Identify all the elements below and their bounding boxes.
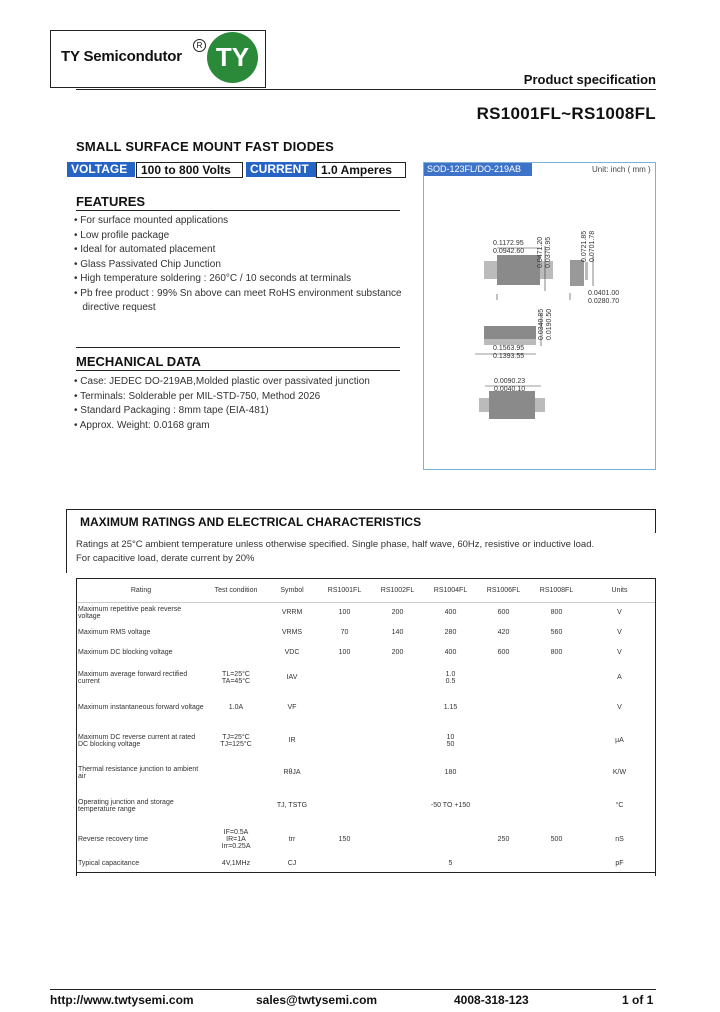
table-cell-unit: V bbox=[617, 629, 622, 636]
table-row bbox=[76, 723, 656, 759]
dim-label: 0.0280.70 bbox=[588, 298, 620, 305]
table-cell-sym: VF bbox=[287, 704, 297, 711]
table-cell-v1: 100 bbox=[338, 609, 351, 617]
table-cell-v4 bbox=[477, 693, 530, 723]
table-cell-unit: V bbox=[617, 704, 622, 711]
mechanical-list bbox=[74, 376, 414, 434]
logo-mark bbox=[207, 32, 258, 83]
table-row bbox=[76, 825, 656, 855]
table-row bbox=[76, 603, 656, 623]
table-cell-v2 bbox=[371, 693, 424, 723]
table-right-border bbox=[655, 578, 656, 876]
header-cell: Rating bbox=[130, 587, 152, 594]
footer-rule bbox=[50, 989, 656, 990]
table-cell-unit: °C bbox=[615, 802, 624, 809]
table-cell-cond: IF=0.5A IR=1A Irr=0.25A bbox=[221, 829, 251, 850]
table-cell-v1 bbox=[318, 693, 371, 723]
table-cell-v5: 800 bbox=[550, 609, 563, 617]
dim-label: 0.0401.00 bbox=[588, 290, 620, 297]
dim-label: 0.0340.85 bbox=[538, 308, 545, 340]
table-cell-v3: 400 bbox=[444, 609, 457, 617]
table-cell-name: Reverse recovery time bbox=[78, 836, 149, 843]
table-cell-name: Maximum repetitive peak reverse voltage bbox=[78, 605, 182, 620]
dim-label: 0.0721.85 bbox=[581, 230, 588, 262]
ratings-note-1: Ratings at 25°C ambient temperature unless otherwise specified. Single phase, half wave, 60Hz, resistive or inductive load. bbox=[76, 539, 595, 550]
table-cell-v4: 250 bbox=[497, 836, 510, 843]
table-cell-v1: 150 bbox=[338, 836, 351, 843]
table-cell-v4: 600 bbox=[497, 609, 510, 617]
features-rule bbox=[76, 210, 400, 211]
table-cell-sym: IR bbox=[288, 737, 296, 744]
dim-label: 0.0942.60 bbox=[493, 248, 525, 255]
table-cell-v5 bbox=[530, 723, 583, 759]
table-cell-cond: TJ=25°C TJ=125°C bbox=[220, 733, 252, 748]
table-cell-cond bbox=[206, 643, 266, 663]
table-cell-sym: RθJA bbox=[283, 769, 301, 776]
mechanical-title: MECHANICAL DATA bbox=[76, 354, 201, 369]
table-cell-v4 bbox=[477, 759, 530, 787]
table-cell-sym: IAV bbox=[286, 674, 298, 681]
table-cell-cond bbox=[206, 787, 266, 825]
table-cell-v2 bbox=[371, 855, 424, 873]
table-cell-name: Operating junction and storage temperature range bbox=[78, 798, 174, 813]
mechanical-item: • Approx. Weight: 0.0168 gram bbox=[74, 419, 210, 431]
table-cell-v1 bbox=[318, 663, 371, 693]
table-cell-v5 bbox=[530, 663, 583, 693]
table-cell-sym: VDC bbox=[284, 649, 300, 656]
table-cell-v1 bbox=[318, 787, 371, 825]
table-cell-v3 bbox=[424, 825, 477, 855]
doc-type: Product specification bbox=[523, 72, 656, 87]
dim-label: 0.0040.10 bbox=[494, 386, 526, 393]
ratings-table bbox=[76, 578, 656, 873]
table-cell-v3: 180 bbox=[444, 769, 457, 776]
dim-label: 0.1393.55 bbox=[493, 353, 525, 360]
table-cell-v2 bbox=[371, 759, 424, 787]
header-cell: RS1006FL bbox=[486, 587, 521, 594]
package-name: SOD-123FL/DO-219AB bbox=[424, 163, 532, 176]
table-cell-v3: 5 bbox=[448, 859, 453, 867]
table-cell-v5: 800 bbox=[550, 649, 563, 656]
body-top-view bbox=[497, 255, 540, 285]
body-side-view bbox=[570, 260, 584, 286]
table-cell-v3: 10 50 bbox=[446, 733, 455, 748]
registered-mark: R bbox=[193, 39, 206, 52]
table-cell-v5: 560 bbox=[550, 629, 563, 636]
table-cell-v2: 200 bbox=[391, 609, 404, 617]
feature-item: • High temperature soldering : 260°C / 10 seconds at terminals bbox=[74, 273, 352, 284]
dim-label: 0.0370.95 bbox=[545, 236, 552, 268]
table-cell-cond: TL=25°C TA=45°C bbox=[221, 670, 251, 685]
current-value: 1.0 Amperes bbox=[316, 162, 406, 178]
body-end-view bbox=[489, 391, 535, 419]
table-cell-v2 bbox=[371, 825, 424, 855]
table-cell-unit: A bbox=[617, 674, 622, 681]
feature-item: • Pb free product : 99% Sn above can meet RoHS environment substance bbox=[74, 287, 402, 299]
table-cell-name: Maximum RMS voltage bbox=[78, 629, 151, 636]
ratings-title: MAXIMUM RATINGS AND ELECTRICAL CHARACTERISTICS bbox=[80, 515, 422, 529]
logo-text: TY Semicondutor bbox=[61, 48, 182, 65]
table-cell-v1 bbox=[318, 723, 371, 759]
table-row bbox=[76, 787, 656, 825]
table-cell-v5 bbox=[530, 693, 583, 723]
table-cell-unit: V bbox=[617, 609, 622, 617]
header-cell: RS1002FL bbox=[380, 587, 415, 594]
table-cell-name: Maximum instantaneous forward voltage bbox=[78, 704, 204, 711]
table-cell-v2 bbox=[371, 663, 424, 693]
table-cell-v3: 1.0 0.5 bbox=[445, 670, 456, 685]
table-cell-sym: CJ bbox=[287, 859, 297, 867]
table-cell-v3: -50 TO +150 bbox=[430, 802, 471, 809]
table-cell-sym: VRRM bbox=[281, 609, 303, 617]
features-title: FEATURES bbox=[76, 194, 146, 209]
table-cell-cond: 1.0A bbox=[228, 704, 244, 711]
footer-email[interactable]: sales@twtysemi.com bbox=[256, 993, 378, 1007]
dim-label: 0.0471.20 bbox=[537, 236, 544, 268]
table-cell-v5 bbox=[530, 855, 583, 873]
ratings-note-2: For capacitive load, derate current by 20% bbox=[76, 553, 255, 564]
current-label: CURRENT bbox=[246, 162, 316, 177]
footer-url[interactable]: http://www.twtysemi.com bbox=[50, 993, 194, 1007]
table-cell-unit: µA bbox=[615, 737, 624, 744]
header-cell: Units bbox=[611, 587, 628, 594]
table-cell-v5: 500 bbox=[550, 836, 563, 843]
table-cell-name: Maximum average forward rectified current bbox=[78, 670, 188, 685]
table-cell-name: Thermal resistance junction to ambient air bbox=[78, 765, 199, 780]
table-cell-v4 bbox=[477, 787, 530, 825]
table-cell-v1: 100 bbox=[338, 649, 351, 656]
header-cell: Test condition bbox=[214, 587, 258, 594]
footer-page: 1 of 1 bbox=[622, 993, 654, 1007]
dim-label: 0.0190.50 bbox=[546, 308, 553, 340]
table-cell-unit: pF bbox=[615, 859, 624, 867]
header-cell: Symbol bbox=[280, 587, 304, 594]
dim-label: 0.0090.23 bbox=[494, 378, 526, 385]
table-cell-unit: K/W bbox=[612, 769, 627, 776]
table-cell-v3: 280 bbox=[444, 629, 457, 636]
table-row bbox=[76, 759, 656, 787]
mechanical-rule bbox=[76, 370, 400, 371]
voltage-value: 100 to 800 Volts bbox=[136, 162, 243, 178]
table-cell-sym: trr bbox=[288, 836, 296, 843]
table-cell-v2: 140 bbox=[391, 629, 404, 636]
table-cell-v1: 70 bbox=[340, 629, 349, 636]
table-cell-v5 bbox=[530, 759, 583, 787]
voltage-label: VOLTAGE bbox=[67, 162, 135, 177]
table-cell-unit: V bbox=[617, 649, 622, 656]
mechanical-item: • Case: JEDEC DO-219AB,Molded plastic over passivated junction bbox=[74, 376, 370, 387]
table-cell-name: Maximum DC reverse current at rated DC blocking voltage bbox=[78, 733, 196, 748]
table-header-row bbox=[76, 579, 656, 603]
table-cell-name: Maximum DC blocking voltage bbox=[78, 649, 173, 656]
table-cell-unit: nS bbox=[615, 836, 624, 843]
package-unit: Unit: inch ( mm ) bbox=[592, 165, 651, 174]
table-cell-sym: TJ, TSTG bbox=[276, 802, 308, 809]
table-cell-v2: 200 bbox=[391, 649, 404, 656]
features-list bbox=[74, 215, 414, 317]
table-cell-v2 bbox=[371, 723, 424, 759]
feature-item: • Glass Passivated Chip Junction bbox=[74, 258, 221, 270]
mechanical-item: • Terminals: Solderable per MIL-STD-750, Method 2026 bbox=[74, 390, 321, 402]
dim-label: 0.0701.78 bbox=[589, 230, 596, 262]
header-cell: RS1008FL bbox=[539, 587, 574, 594]
table-cell-v4 bbox=[477, 663, 530, 693]
table-cell-v1 bbox=[318, 759, 371, 787]
table-cell-cond bbox=[206, 623, 266, 643]
header-cell: RS1001FL bbox=[327, 587, 362, 594]
table-cell-name: Typical capacitance bbox=[78, 859, 140, 867]
table-row bbox=[76, 643, 656, 663]
table-row bbox=[76, 663, 656, 693]
part-number: RS1001FL~RS1008FL bbox=[476, 104, 656, 123]
table-cell-v3: 400 bbox=[444, 649, 457, 656]
table-left-border bbox=[76, 578, 77, 876]
header-cell: RS1004FL bbox=[433, 587, 468, 594]
table-row bbox=[76, 623, 656, 643]
mechanical-item: • Standard Packaging : 8mm tape (EIA-481) bbox=[74, 405, 269, 416]
table-cell-v4 bbox=[477, 723, 530, 759]
mechanical-top-rule bbox=[76, 347, 400, 348]
table-row bbox=[76, 693, 656, 723]
dim-label: 0.1563.95 bbox=[493, 345, 525, 352]
table-cell-v5 bbox=[530, 787, 583, 825]
feature-item: directive request bbox=[74, 302, 156, 313]
table-cell-cond bbox=[206, 759, 266, 787]
table-cell-v2 bbox=[371, 787, 424, 825]
ratings-left-rule bbox=[66, 533, 67, 573]
table-cell-v3: 1.15 bbox=[443, 704, 458, 711]
dim-label: 0.1172.95 bbox=[493, 240, 524, 247]
header-rule bbox=[76, 89, 656, 90]
table-row bbox=[76, 855, 656, 873]
table-cell-sym: VRMS bbox=[281, 629, 303, 636]
table-cell-v1 bbox=[318, 855, 371, 873]
page-subtitle: SMALL SURFACE MOUNT FAST DIODES bbox=[76, 139, 335, 154]
feature-item: • For surface mounted applications bbox=[74, 215, 229, 226]
table-cell-v4: 420 bbox=[497, 629, 510, 636]
feature-item: • Ideal for automated placement bbox=[74, 244, 216, 255]
footer-phone: 4008-318-123 bbox=[454, 993, 529, 1007]
logo-mark-text: TY bbox=[215, 42, 250, 72]
table-cell-v4: 600 bbox=[497, 649, 510, 656]
table-cell-v4 bbox=[477, 855, 530, 873]
table-cell-cond bbox=[206, 603, 266, 623]
feature-item: • Low profile package bbox=[74, 229, 170, 241]
table-cell-cond: 4V,1MHz bbox=[221, 859, 251, 867]
